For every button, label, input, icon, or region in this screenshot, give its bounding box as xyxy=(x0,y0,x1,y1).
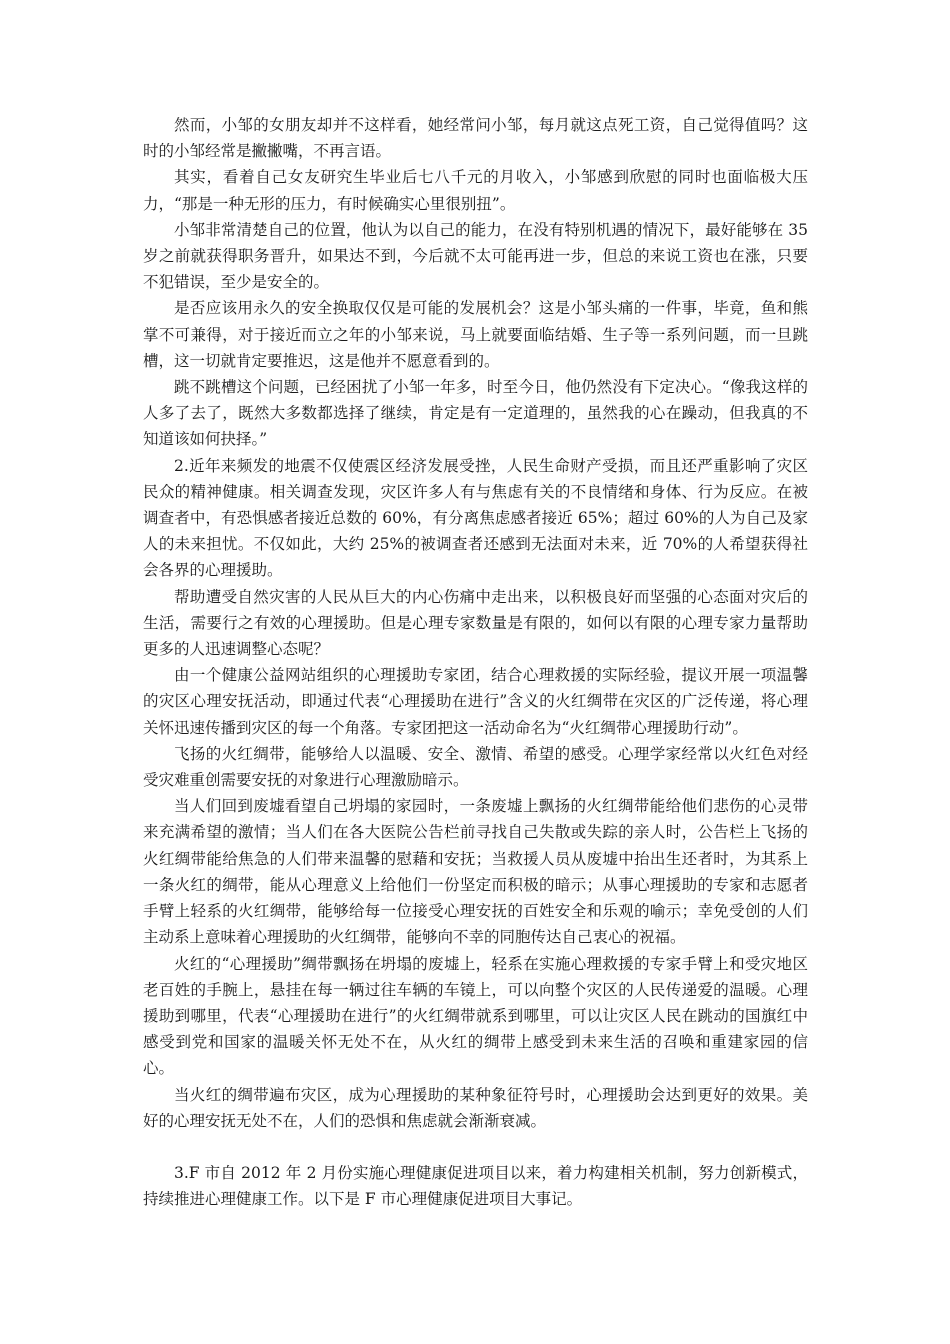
paragraph-ribbon-scenarios: 当人们回到废墟看望自己坍塌的家园时，一条废墟上飘扬的火红绸带能给他们悲伤的心灵带来充满希望的激情；当人们在各大医院公告栏前寻找自己失散或失踪的亲人时，公告栏上飞扬的火红绸带能给焦急的人们带来温馨的慰藉和安抚；当救援人员从废墟中抬出生还者时，为其系上一条火红的绸带，能从心理意义上给他们一份坚定而积极的暗示；从事心理援助的专家和志愿者手臂上轻系的火红绸带，能够给每一位接受心理安抚的百姓安全和乐观的喻示；幸免受创的人们主动系上意味着心理援助的火红绸带，能够向不幸的同胞传达自己衷心的祝福。 xyxy=(143,797,808,947)
paragraph-expert-proposal: 由一个健康公益网站组织的心理援助专家团，结合心理救援的实际经验，提议开展一项温馨的灾区心理安抚活动，即通过代表“心理援助在进行”含义的火红绸带在灾区的广泛传递，将心理关怀迅速传播到灾区的每一个角落。专家团把这一活动命名为“火红绸带心理援助行动”。 xyxy=(143,666,808,737)
paragraph-ribbon-effect: 当火红的绸带遍布灾区，成为心理援助的某种象征符号时，心理援助会达到更好的效果。美好的心理安抚无处不在，人们的恐惧和焦虑就会渐渐衰减。 xyxy=(143,1085,808,1130)
paragraph-psych-aid-need: 帮助遭受自然灾害的人民从巨大的内心伤痛中走出来，以积极良好而坚强的心态面对灾后的生活，需要行之有效的心理援助。但是心理专家数量是有限的，如何以有限的心理专家力量帮助更多的人迅速调整心态呢？ xyxy=(143,587,808,659)
section-3-intro: 3.F 市自 2012 年 2 月份实施心理健康促进项目以来，着力构建相关机制，努力创新模式，持续推进心理健康工作。以下是 F 市心理健康促进项目大事记。 xyxy=(143,1163,808,1209)
paragraph-career-position: 小邹非常清楚自己的位置，他认为以自己的能力，在没有特别机遇的情况下，最好能够在 35 岁之前就获得职务晋升，如果达不到，今后就不太可能再进一步，但总的来说工资也在涨，只要不犯错误，至少是安全的。 xyxy=(143,220,808,292)
paragraph-ribbon-meaning: 飞扬的火红绸带，能够给人以温暖、安全、激情、希望的感受。心理学家经常以火红色对经受灾难重创需要安抚的对象进行心理激励暗示。 xyxy=(143,744,808,790)
article-body xyxy=(143,112,808,1228)
paragraph-ribbon-spread: 火红的“心理援助”绸带飘扬在坍塌的废墟上，轻系在实施心理救援的专家手臂上和受灾地区老百姓的手腕上，悬挂在每一辆过往车辆的车镜上，可以向整个灾区的人民传递爱的温暖。心理援助到哪里，代表“心理援助在进行”的火红绸带就系到哪里，可以让灾区人民在跳动的国旗红中感受到党和国家的温暖关怀无处不在，从火红的绸带上感受到未来生活的召唤和重建家园的信心。 xyxy=(143,954,808,1078)
paragraph-earthquake-survey: 2.近年来频发的地震不仅使震区经济发展受挫，人民生命财产受损，而且还严重影响了灾区民众的精神健康。相关调查发现，灾区许多人有与焦虑有关的不良情绪和身体、行为反应。在被调查者中，有恐惧感者接近总数的 60%，有分离焦虑感者接近 65%；超过 60%的人为自己及家人的未来担忧。不仅如此，大约 25%的被调查者还感到无法面对未来，近 70%的人希望获得社会各界的心理援助。 xyxy=(143,456,808,580)
paragraph-girlfriend-view: 然而，小邹的女朋友却并不这样看，她经常问小邹，每月就这点死工资，自己觉得值吗？这时的小邹经常是撇撇嘴，不再言语。 xyxy=(143,116,808,161)
paragraph-job-hopping-dilemma: 跳不跳槽这个问题，已经困扰了小邹一年多，时至今日，他仍然没有下定决心。“像我这样的人多了去了，既然大多数都选择了继续，肯定是有一定道理的，虽然我的心在躁动，但我真的不知道该如何抉择。” xyxy=(143,378,808,449)
paragraph-income-pressure: 其实，看着自己女友研究生毕业后七八千元的月收入，小邹感到欣慰的同时也面临极大压力，“那是一种无形的压力，有时候确实心里很别扭”。 xyxy=(143,168,808,213)
paragraph-safety-vs-opportunity: 是否应该用永久的安全换取仅仅是可能的发展机会？这是小邹头痛的一件事，毕竟，鱼和熊掌不可兼得，对于接近而立之年的小邹来说，马上就要面临结婚、生子等一系列问题，而一旦跳槽，这一切就肯定要推迟，这是他并不愿意看到的。 xyxy=(143,299,808,370)
